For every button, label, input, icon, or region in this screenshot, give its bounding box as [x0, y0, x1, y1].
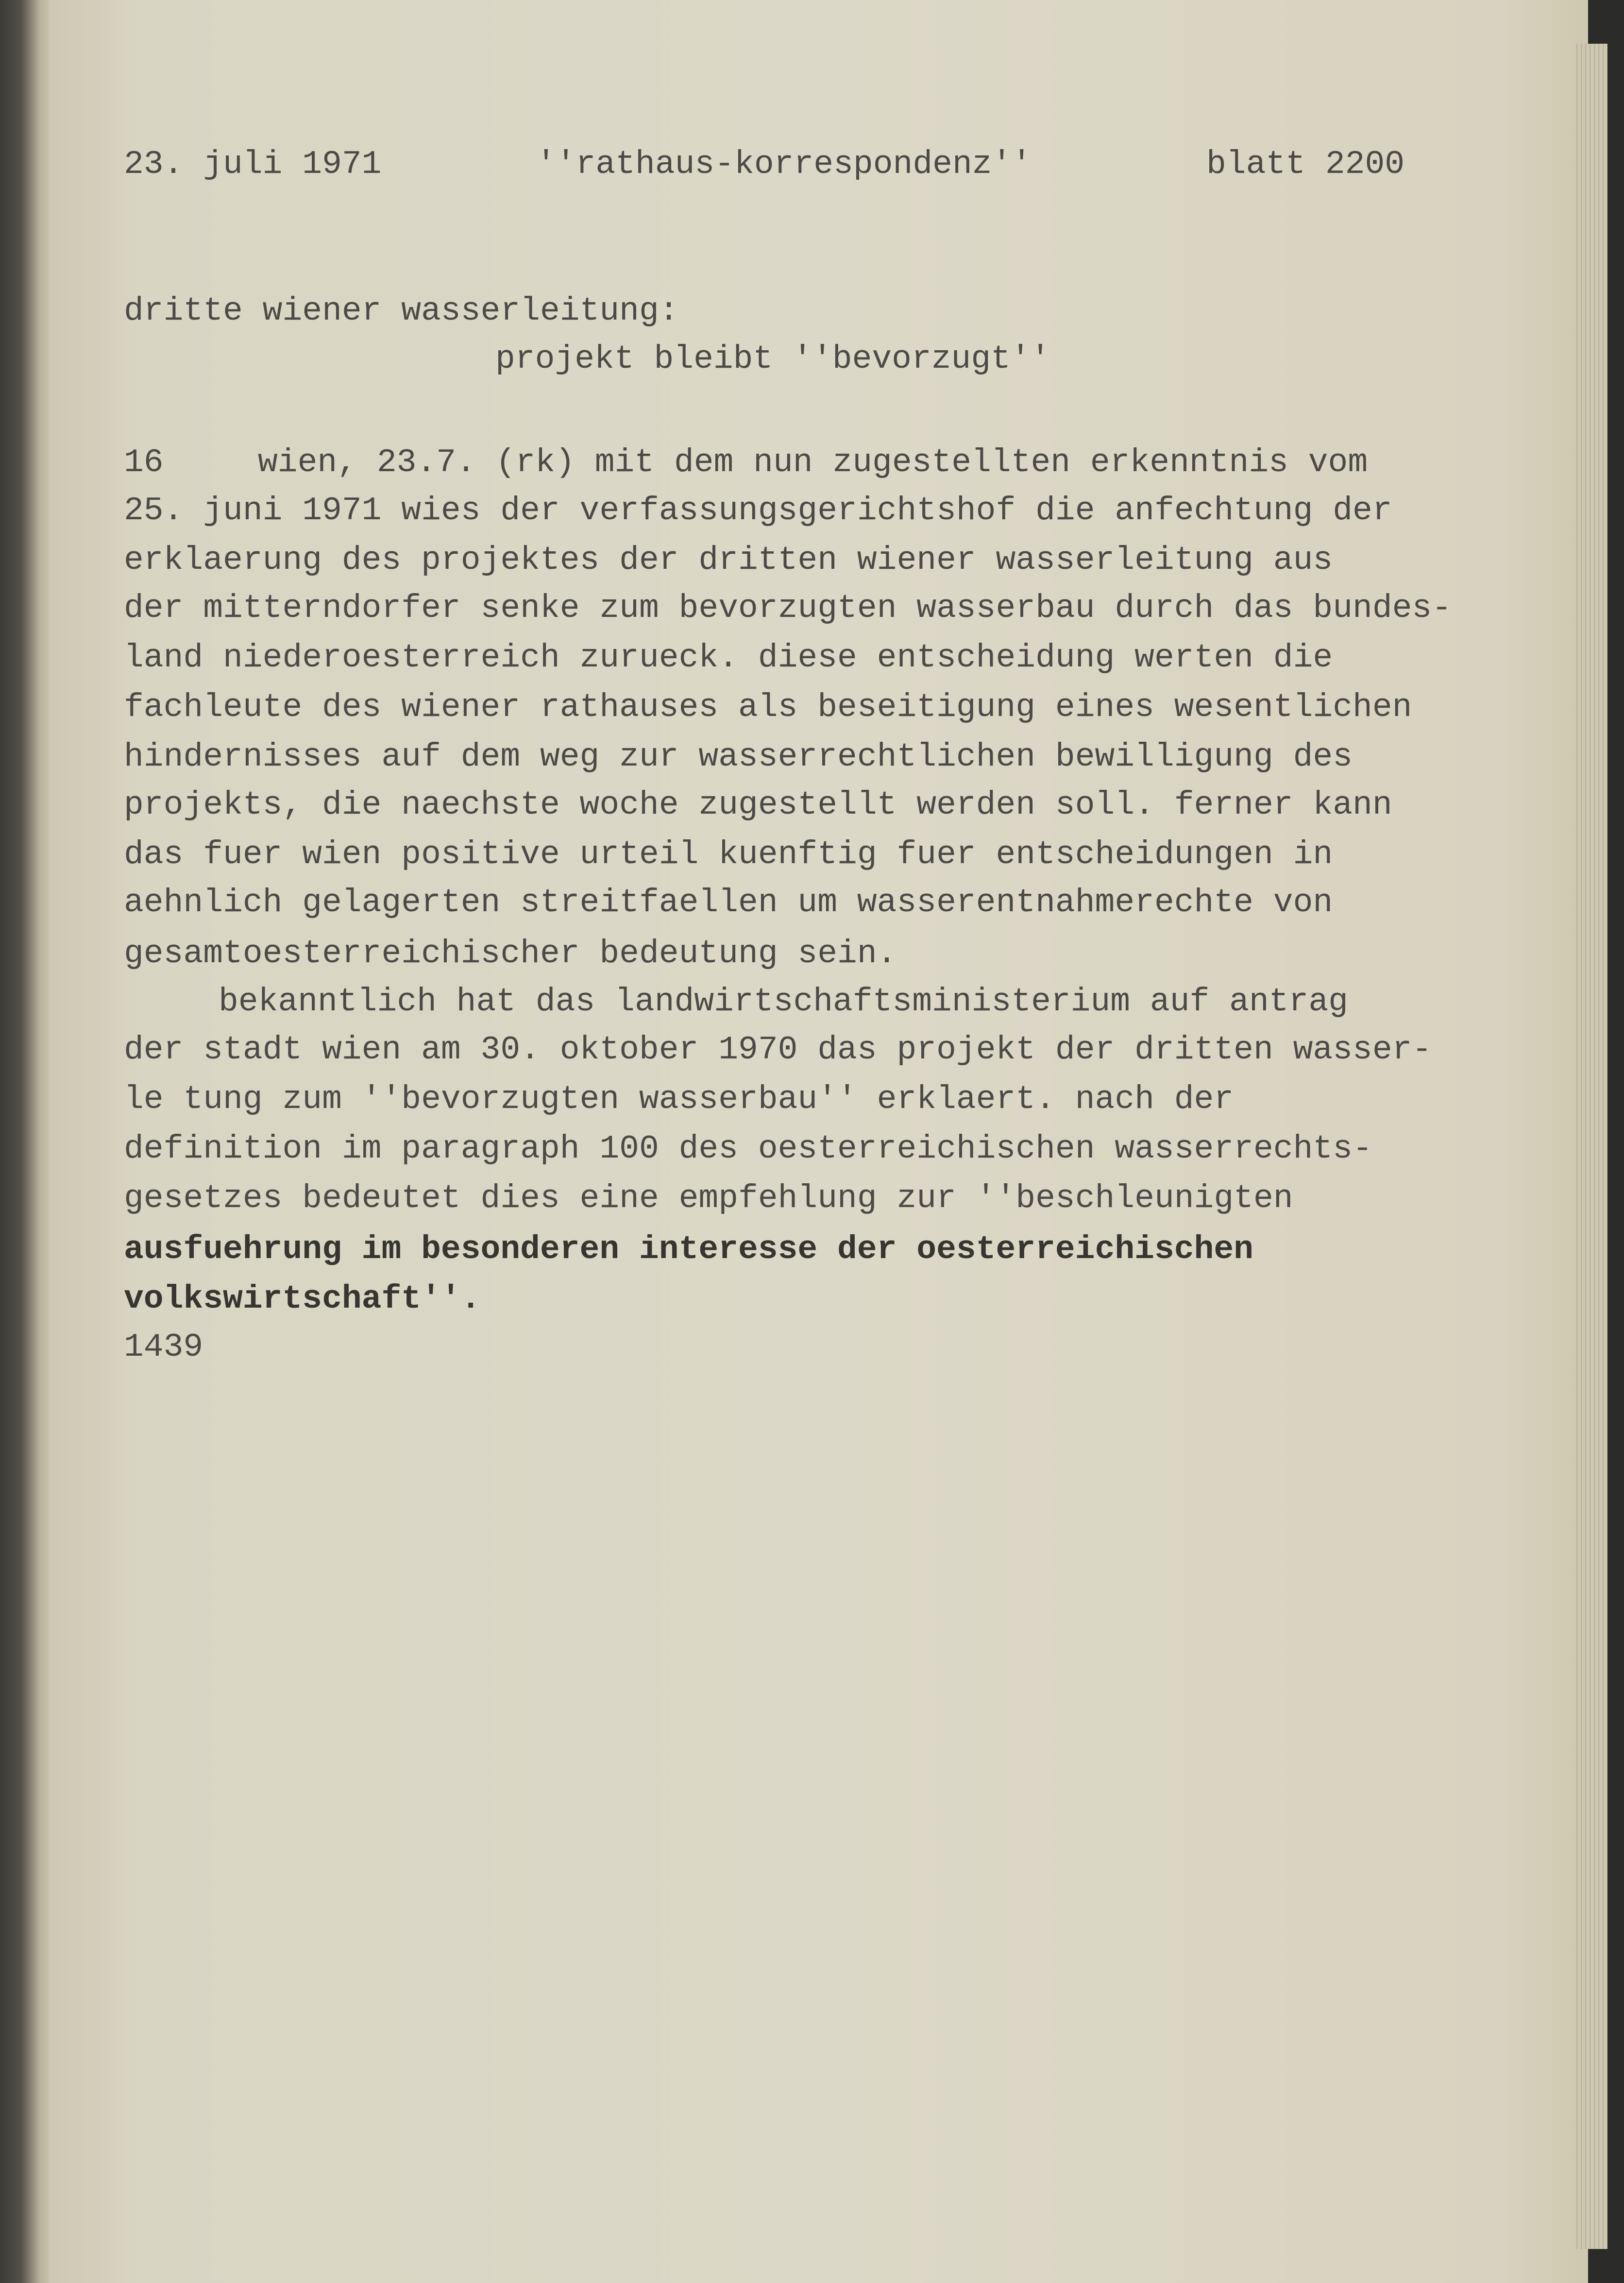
body-line: definition im paragraph 100 des oesterreichischen wasserrechts- — [124, 1130, 1372, 1168]
book-spine — [0, 0, 53, 2283]
body-line: der mitterndorfer senke zum bevorzugten wasserbau durch das bundes- — [124, 590, 1452, 627]
footer-number: 1439 — [124, 1329, 203, 1366]
body-line: erklaerung des projektes der dritten wiener wasserleitung aus — [124, 542, 1333, 579]
header-date: 23. juli 1971 — [124, 146, 382, 183]
body-line: fachleute des wiener rathauses als beseitigung eines wesentlichen — [124, 689, 1412, 726]
body-line: aehnlich gelagerten streitfaellen um wasserentnahmerechte von — [124, 884, 1333, 921]
body-line: bekanntlich hat das landwirtschaftsministerium auf antrag — [219, 983, 1348, 1021]
page-stack-edge — [1573, 44, 1607, 2249]
body-line: ausfuehrung im besonderen interesse der oesterreichischen — [124, 1231, 1253, 1268]
title-line-2: projekt bleibt ''bevorzugt'' — [495, 341, 1050, 378]
title-line-1: dritte wiener wasserleitung: — [124, 292, 679, 330]
body-line: 25. juni 1971 wies der verfassungsgerichtshof die anfechtung der — [124, 492, 1392, 529]
body-line: volkswirtschaft''. — [124, 1280, 481, 1318]
item-number: 16 — [124, 444, 164, 481]
body-line: wien, 23.7. (rk) mit dem nun zugestellten erkenntnis vom — [258, 444, 1368, 481]
body-line: gesetzes bedeutet dies eine empfehlung zur ''beschleunigten — [124, 1180, 1293, 1217]
body-line: land niederoesterreich zurueck. diese entscheidung werten die — [124, 639, 1333, 677]
header-sheet: blatt 2200 — [1206, 146, 1405, 183]
header-publication: ''rathaus-korrespondenz'' — [536, 146, 1032, 183]
body-line: gesamtoesterreichischer bedeutung sein. — [124, 935, 897, 972]
body-line: le tung zum ''bevorzugten wasserbau'' erklaert. nach der — [124, 1081, 1234, 1118]
body-line: das fuer wien positive urteil kuenftig fuer entscheidungen in — [124, 836, 1333, 873]
body-line: der stadt wien am 30. oktober 1970 das projekt der dritten wasser- — [124, 1031, 1432, 1069]
body-line: hindernisses auf dem weg zur wasserrechtlichen bewilligung des — [124, 738, 1353, 776]
body-line: projekts, die naechste woche zugestellt werden soll. ferner kann — [124, 786, 1392, 824]
